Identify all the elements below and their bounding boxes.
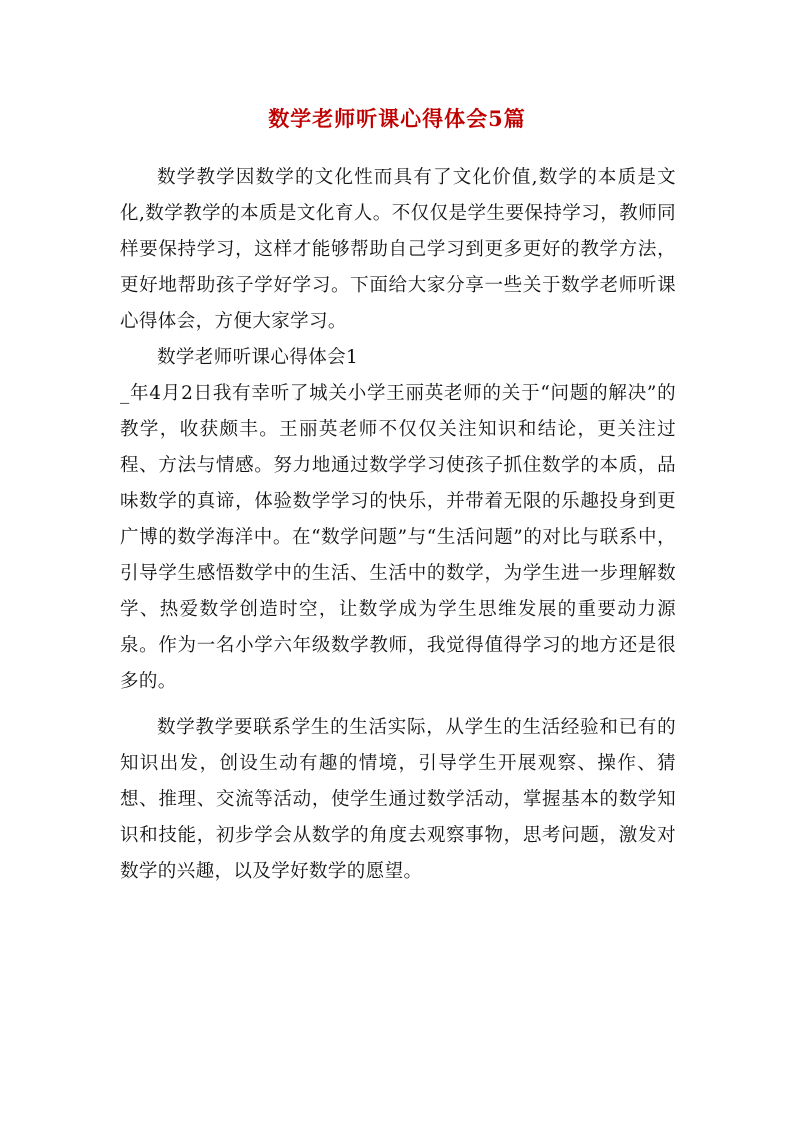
- body-paragraph: 数学教学要联系学生的生活实际，从学生的生活经验和已有的知识出发，创设生动有趣的情境，引导学生开展观察、操作、猜想、推理、交流等活动，使学生通过数学活动，掌握基本的数学知识和技能，初步学会从数学的角度去观察事物，思考问题，激发对数学的兴趣，以及学好数学的愿望。: [120, 717, 676, 882]
- document-title: 数学老师听课心得体会5篇: [268, 106, 526, 131]
- section-heading: 数学老师听课心得体会1: [157, 347, 359, 368]
- intro-paragraph: 数学教学因数学的文化性而具有了文化价值,数学的本质是文化,数学教学的本质是文化育人。不仅仅是学生要保持学习，教师同样要保持学习，这样才能够帮助自己学习到更多更好的教学方法，更好地帮助孩子学好学习。下面给大家分享一些关于数学老师听课心得体会，方便大家学习。: [120, 167, 676, 332]
- body-paragraph: _年4月2日我有幸听了城关小学王丽英老师的关于“问题的解决”的教学，收获颇丰。王丽英老师不仅仅关注知识和结论，更关注过程、方法与情感。努力地通过数学学习使孩子抓住数学的本质，品味数学的真谛，体验数学学习的快乐，并带着无限的乐趣投身到更广博的数学海洋中。在“数学问题”与“生活问题”的对比与联系中，引导学生感悟数学中的生活、生活中的数学，为学生进一步理解数学、热爱数学创造时空，让数学成为学生思维发展的重要动力源泉。作为一名小学六年级数学教师，我觉得值得学习的地方还是很多的。: [120, 383, 676, 692]
- document-body: [120, 160, 676, 890]
